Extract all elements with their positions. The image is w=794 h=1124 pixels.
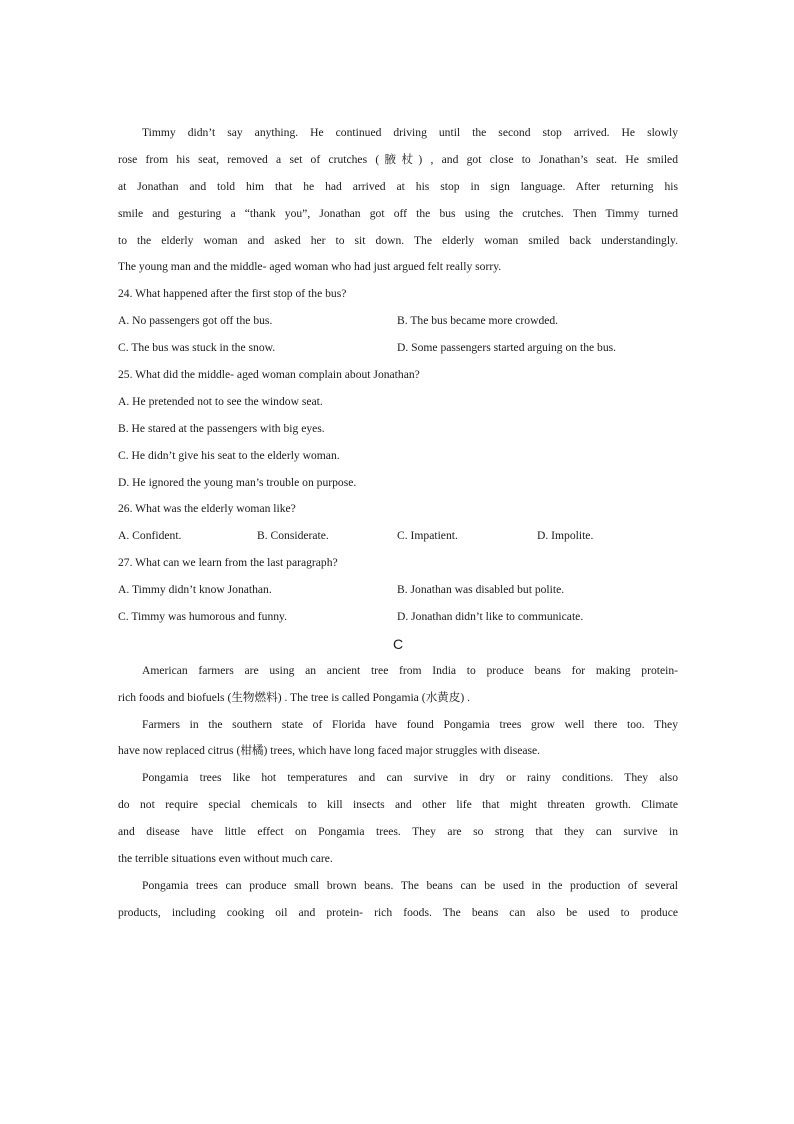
option-b: B. Considerate. (257, 529, 329, 543)
text-line: Pongamia trees like hot temperatures and can survive in dry or rainy conditions. They also (142, 771, 678, 785)
option-a: A. No passengers got off the bus. (118, 314, 273, 328)
option-b: B. The bus became more crowded. (397, 314, 559, 328)
text-line: Timmy didn’t say anything. He continued driving until the second stop arrived. He slowly (142, 126, 678, 139)
text-line: have now replaced citrus (柑橘) trees, which have long faced major struggles with disease. (118, 744, 541, 758)
options-row (118, 523, 678, 550)
passage-c-paragraph-3 (118, 765, 678, 873)
text-line: Farmers in the southern state of Florida have found Pongamia trees grow well there too. They (142, 717, 678, 731)
question-27 (118, 550, 678, 631)
text-line: The young man and the middle- aged woman who had just argued felt really sorry. (118, 260, 502, 274)
text-line: smile and gesturing a “thank you”, Jonathan got off the bus using the crutches. Then Timmy turned (118, 206, 678, 220)
text-line: American farmers are using an ancient tree from India to produce beans for making protein- (142, 663, 678, 677)
option-c: C. Impatient. (397, 529, 458, 543)
question-24 (118, 281, 678, 362)
question-25 (118, 362, 678, 496)
option-c: C. The bus was stuck in the snow. (118, 341, 276, 355)
options-row (118, 308, 678, 335)
question-stem: 25. What did the middle- aged woman complain about Jonathan? (118, 368, 420, 382)
option-c: C. Timmy was humorous and funny. (118, 610, 287, 624)
text-line: products, including cooking oil and protein- rich foods. The beans can also be used to produce (118, 905, 678, 919)
option-b: B. Jonathan was disabled but polite. (397, 583, 565, 597)
question-26 (118, 496, 678, 550)
text-line: to the elderly woman and asked her to sit down. The elderly woman smiled back understandingly. (118, 233, 678, 247)
option-a: A. Confident. (118, 529, 182, 543)
passage-b-paragraph (118, 120, 678, 281)
page-content (118, 120, 678, 927)
passage-c-paragraph-1 (118, 658, 678, 712)
text-line: rose from his seat, removed a set of crutches (腋杖) , and got close to Jonathan’s seat. He smiled (118, 152, 678, 166)
text-line: and disease have little effect on Pongamia trees. They are so strong that they can survive in (118, 825, 678, 839)
options-row (118, 577, 678, 604)
option-d: D. Impolite. (537, 529, 594, 543)
passage-c-paragraph-4 (118, 873, 678, 927)
question-stem: 24. What happened after the first stop of the bus? (118, 287, 347, 301)
question-stem: 26. What was the elderly woman like? (118, 502, 296, 516)
text-line: rich foods and biofuels (生物燃料) . The tree is called Pongamia (水黄皮) . (118, 690, 471, 704)
section-heading: C (392, 635, 404, 652)
option-b: B. He stared at the passengers with big eyes. (118, 421, 325, 435)
options-row (118, 335, 678, 362)
option-d: D. Some passengers started arguing on the bus. (397, 341, 617, 355)
text-line: the terrible situations even without much care. (118, 852, 333, 866)
text-line: at Jonathan and told him that he had arrived at his stop in sign language. After returning his (118, 179, 678, 193)
option-a: A. Timmy didn’t know Jonathan. (118, 583, 272, 597)
option-a: A. He pretended not to see the window seat. (118, 394, 323, 408)
option-d: D. Jonathan didn’t like to communicate. (397, 610, 584, 624)
passage-c-paragraph-2 (118, 712, 678, 766)
text-line: Pongamia trees can produce small brown beans. The beans can be used in the production of several (142, 878, 678, 892)
option-d: D. He ignored the young man’s trouble on purpose. (118, 475, 357, 489)
options-row (118, 604, 678, 631)
text-line: do not require special chemicals to kill insects and other life that might threaten growth. Climate (118, 798, 678, 812)
question-stem: 27. What can we learn from the last paragraph? (118, 556, 338, 570)
option-c: C. He didn’t give his seat to the elderly woman. (118, 448, 340, 462)
